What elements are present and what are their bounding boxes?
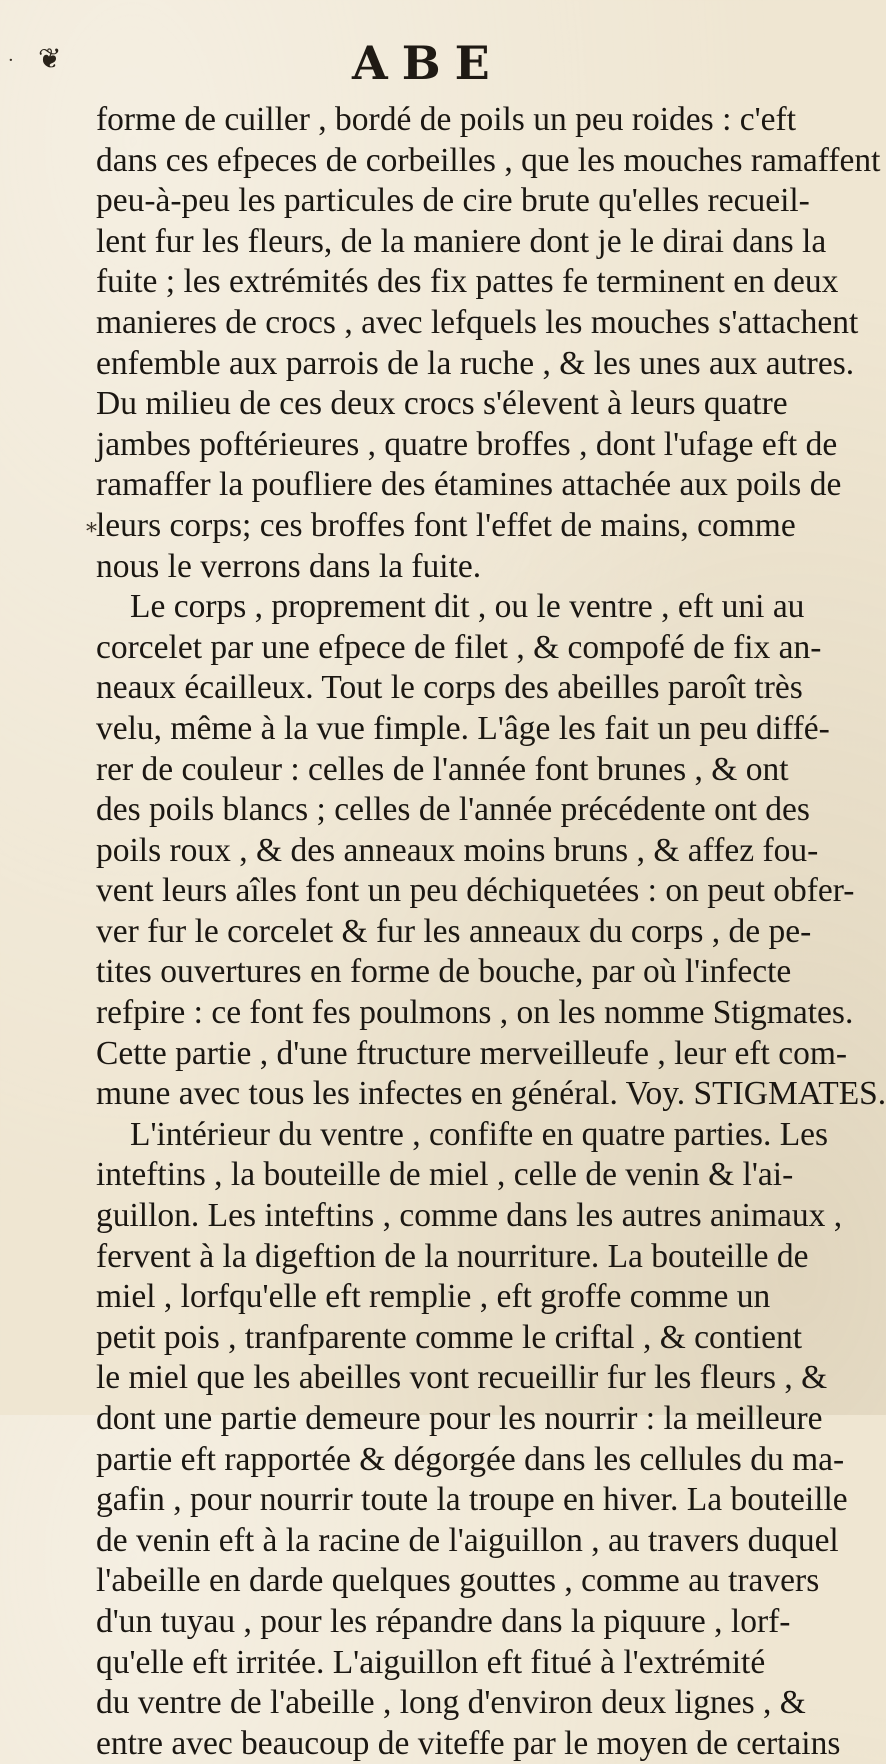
text-line: ver fur le corcelet & fur les anneaux du corps , de pe-: [96, 912, 812, 950]
text-line: refpire : ce font fes poulmons , on les nomme Stigmates.: [96, 994, 854, 1032]
paragraph-start-line: Le corps , proprement dit , ou le ventre , eft uni au: [130, 588, 805, 626]
text-line: jambes poftérieures , quatre broffes , dont l'ufage eft de: [96, 425, 838, 463]
text-line: dans ces efpeces de corbeilles , que les mouches ramaffent: [96, 141, 881, 179]
text-line: du ventre de l'abeille , long d'environ deux lignes , &: [96, 1684, 806, 1722]
text-line: tites ouvertures en forme de bouche, par où l'infecte: [96, 953, 792, 991]
text-line: des poils blancs ; celles de l'année précédente ont des: [96, 791, 810, 829]
text-line: d'un tuyau , pour les répandre dans la piquure , lorf-: [96, 1602, 791, 1640]
text-line: forme de cuiller , bordé de poils un peu roides : c'eft: [96, 101, 796, 138]
text-line: peu-à-peu les particules de cire brute qu'elles recueil-: [96, 182, 810, 220]
text-line: ramaffer la poufliere des étamines attachée aux poils de: [96, 466, 842, 504]
text-line: entre avec beaucoup de viteffe par le moyen de certains: [96, 1724, 841, 1762]
text-line: le miel que les abeilles vont recueillir fur les fleurs , &: [96, 1359, 828, 1397]
text-line: mune avec tous les infectes en général. Voy. STIGMATES.: [96, 1075, 886, 1113]
text-line: vent leurs aîles font un peu déchiquetées : on peut obfer-: [96, 872, 855, 910]
text-line: qu'elle eft irritée. L'aiguillon eft fitué à l'extrémité: [96, 1643, 766, 1681]
margin-dot-icon: *: [86, 520, 97, 545]
body-text: [96, 100, 886, 1764]
running-head: ABE: [352, 36, 504, 90]
text-line: poils roux , & des anneaux moins bruns , & affez fou-: [96, 831, 819, 869]
text-line: guillon. Les inteftins , comme dans les autres animaux ,: [96, 1197, 843, 1235]
text-line: l'abeille en darde quelques gouttes , comme au travers: [96, 1562, 820, 1600]
paragraph-start-line: L'intérieur du ventre , confifte en quatre parties. Les: [130, 1115, 829, 1153]
text-line: rer de couleur : celles de l'année font brunes , & ont: [96, 750, 789, 788]
text-line: nous le verrons dans la fuite.: [96, 547, 482, 585]
text-line: partie eft rapportée & dégorgée dans les cellules du ma-: [96, 1440, 845, 1478]
text-line: velu, même à la vue fimple. L'âge les fait un peu diffé-: [96, 709, 830, 747]
text-line: fervent à la digeftion de la nourriture. La bouteille de: [96, 1237, 809, 1275]
margin-dot-icon: ·: [8, 50, 14, 71]
text-line: Cette partie , d'une ftructure merveilleufe , leur eft com-: [96, 1034, 848, 1072]
text-line: de venin eft à la racine de l'aiguillon , au travers duquel: [96, 1521, 839, 1559]
page-header: [0, 14, 801, 90]
text-line: fuite ; les extrémités des fix pattes fe terminent en deux: [96, 263, 839, 301]
text-line: Du milieu de ces deux crocs s'élevent à leurs quatre: [96, 385, 788, 423]
fleuron-ornament-icon: ❦: [38, 42, 62, 75]
text-line: gafin , pour nourrir toute la troupe en hiver. La bouteille: [96, 1481, 848, 1519]
text-line: dont une partie demeure pour les nourrir : la meilleure: [96, 1400, 823, 1437]
text-line: corcelet par une efpece de filet , & compofé de fix an-: [96, 628, 822, 666]
text-line: miel , lorfqu'elle eft remplie , eft groffe comme un: [96, 1278, 771, 1316]
text-line: manieres de crocs , avec lefquels les mouches s'attachent: [96, 303, 859, 341]
text-line: leurs corps; ces broffes font l'effet de mains, comme: [96, 506, 796, 544]
text-line: enfemble aux parrois de la ruche , & les unes aux autres.: [96, 344, 855, 382]
text-line: inteftins , la bouteille de miel , celle de venin & l'ai-: [96, 1156, 794, 1194]
text-line: lent fur les fleurs, de la maniere dont je le dirai dans la: [96, 222, 827, 260]
text-line: neaux écailleux. Tout le corps des abeilles paroît très: [96, 669, 803, 707]
text-line: petit pois , tranfparente comme le criftal , & contient: [96, 1318, 803, 1356]
